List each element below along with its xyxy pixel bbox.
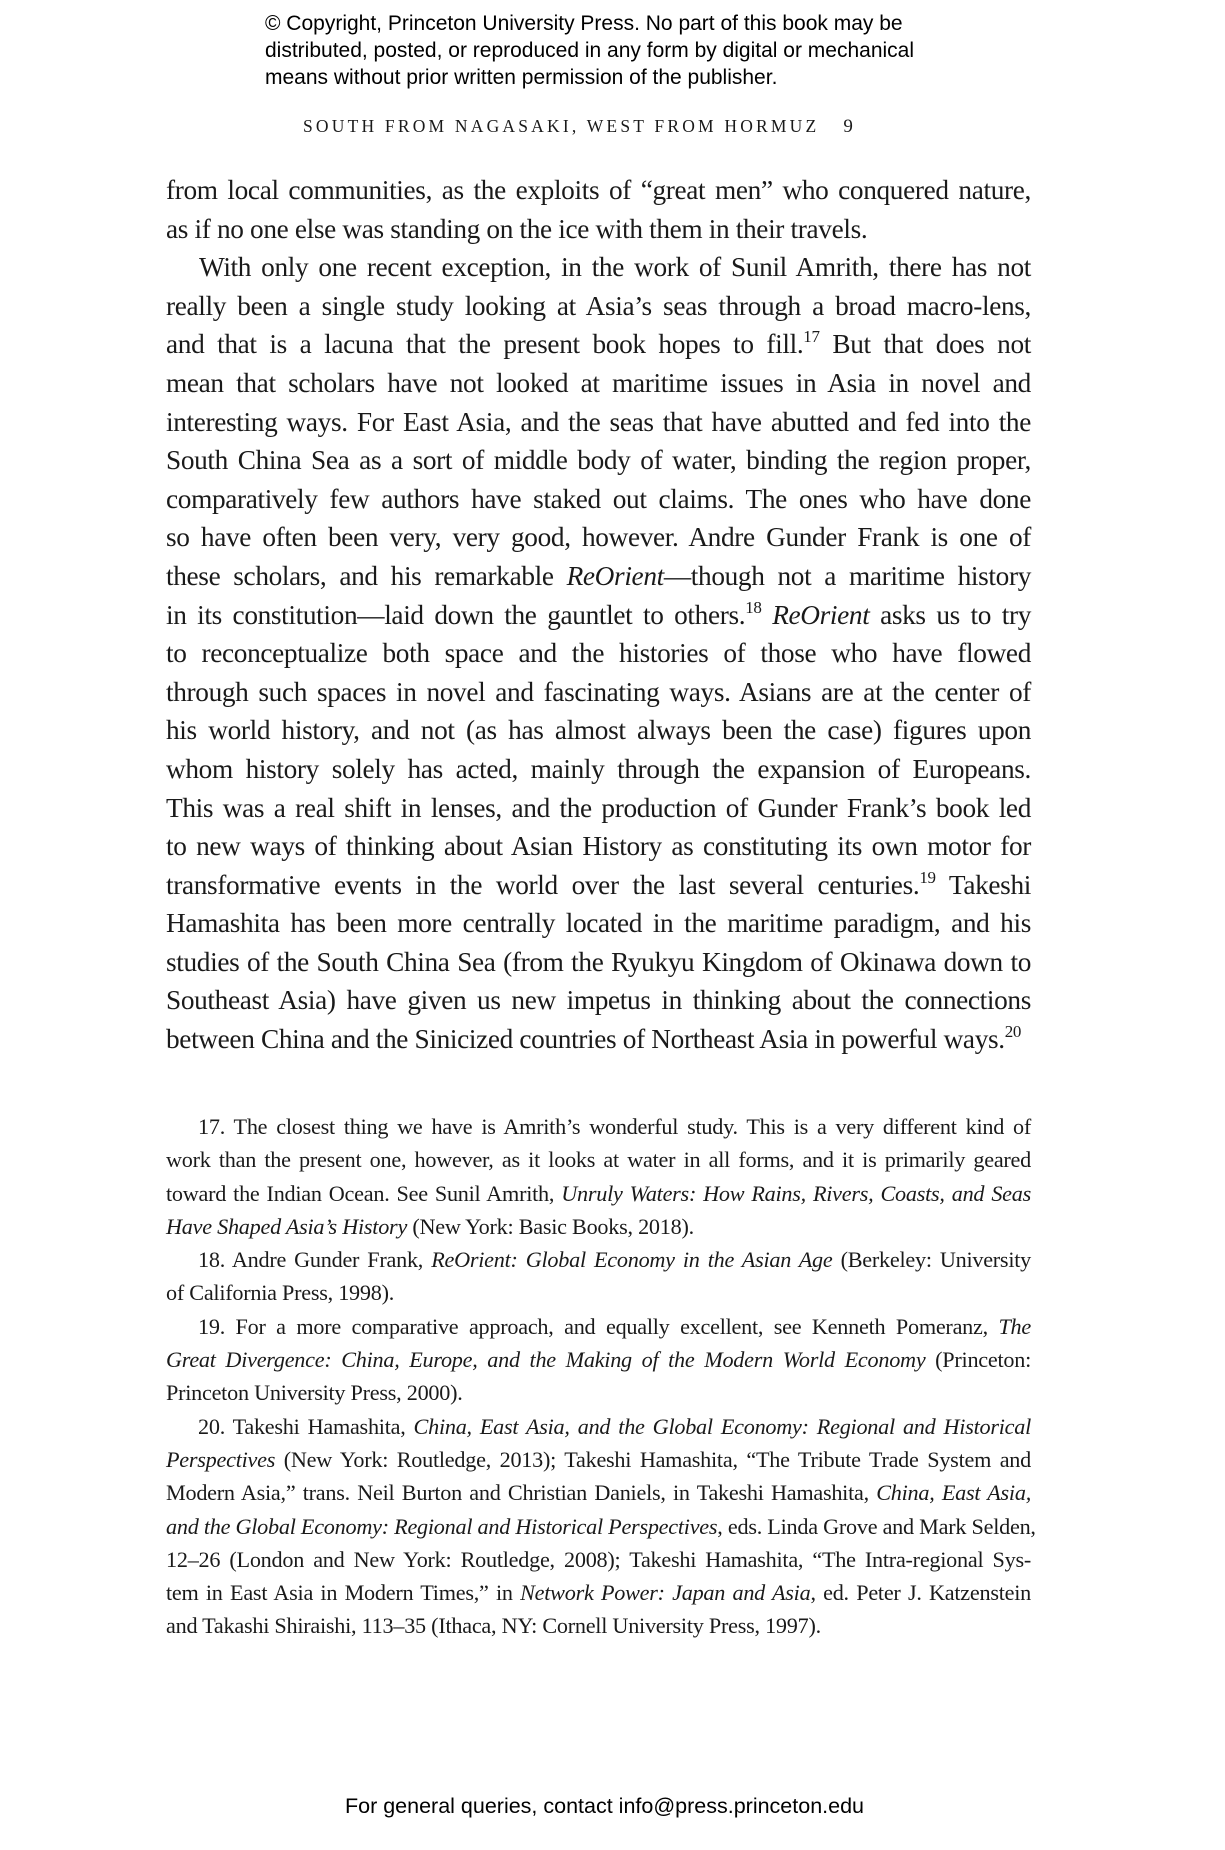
text-line: Hamashita has been more centrally located in the maritime paradigm, and his <box>166 908 1031 939</box>
text-run: (New York: Routledge, 2013); Takeshi Hamashita, “The Tribute Trade System and <box>275 1446 1031 1472</box>
book-title: ReOrient <box>566 560 664 591</box>
text-line: really been a single study looking at Asia’s seas through a broad macro-lens, <box>166 290 1031 321</box>
text-run: —though not a maritime history <box>663 560 1032 591</box>
running-head <box>303 116 853 138</box>
body-text <box>166 171 1031 1059</box>
page-number: 9 <box>843 116 853 137</box>
text-run: 20. Takeshi Hamashita, <box>198 1413 414 1439</box>
book-title: and the Global Economy: Regional and Historical Perspectives <box>166 1513 718 1539</box>
text-line: to reconceptualize both space and the histories of those who have flowed <box>166 638 1031 669</box>
text-line: through such spaces in novel and fascinating ways. Asians are at the center of <box>166 676 1031 707</box>
footnote-line <box>166 1410 1031 1443</box>
text-run: Modern Asia,” trans. Neil Burton and Christian Daniels, in Takeshi Hamashita, <box>166 1480 877 1506</box>
copyright-line: distributed, posted, or reproduced in any form by digital or mechanical <box>265 39 915 62</box>
footnotes <box>166 1110 1036 1643</box>
book-title: Perspectives <box>166 1446 276 1472</box>
book-title: ReOrient <box>772 599 870 630</box>
footnote-line <box>166 1443 1031 1476</box>
book-title: China, East Asia, and the Global Economy: Regional and Historical <box>413 1413 1031 1439</box>
book-title: The <box>998 1313 1031 1339</box>
text-line <box>166 596 1031 635</box>
copyright-notice <box>265 10 1025 91</box>
footnote-line <box>166 1243 1031 1276</box>
copyright-line: means without prior written permission of the publisher. <box>265 66 778 89</box>
text-line: interesting ways. For East Asia, and the seas that have abutted and fed into the <box>166 406 1031 437</box>
text-run: between China and the Sinicized countries of Northeast Asia in powerful ways. <box>166 1024 1005 1055</box>
text-run: , eds. Linda Grove and Mark Selden, <box>717 1513 1036 1539</box>
text-run: transformative events in the world over the last several centuries. <box>166 869 920 900</box>
footnote-line: of California Press, 1998). <box>166 1280 395 1306</box>
text-line: his world history, and not (as has almost always been the case) figures upon <box>166 715 1031 746</box>
footnote-line <box>166 1510 1036 1543</box>
text-run: tem in East Asia in Modern Times,” in <box>166 1580 521 1606</box>
footnote-line: and Takashi Shiraishi, 113–35 (Ithaca, NY: Cornell University Press, 1997). <box>166 1613 821 1639</box>
footnote-line: work than the present one, however, as it looks at water in all forms, and it is primarily geared <box>166 1147 1031 1173</box>
copyright-line: © Copyright, Princeton University Press. No part of this book may be <box>265 12 903 35</box>
footnote-line: Princeton University Press, 2000). <box>166 1380 463 1406</box>
footnote-ref-20[interactable]: 20 <box>1004 1022 1022 1042</box>
running-title: SOUTH FROM NAGASAKI, WEST FROM HORMUZ <box>303 116 820 136</box>
text-run: and that is a lacuna that the present book hopes to fill. <box>166 329 804 360</box>
text-line: comparatively few authors have staked out claims. The ones who have done <box>166 483 1031 514</box>
footnote-ref-17[interactable]: 17 <box>803 327 820 347</box>
footnote-line <box>166 1177 1031 1210</box>
footnote-line <box>166 1343 1031 1376</box>
book-title: Have Shaped Asia’s History <box>166 1213 408 1239</box>
footnote-ref-18[interactable]: 18 <box>745 597 762 617</box>
text-line: from local communities, as the exploits of “great men” who conquered nature, <box>166 175 1031 205</box>
text-run: , ed. Peter J. Katzenstein <box>810 1580 1031 1606</box>
text-line <box>166 557 1031 596</box>
text-run: (Berkeley: University <box>832 1247 1031 1273</box>
footnote-line: 12–26 (London and New York: Routledge, 2008); Takeshi Hamashita, “The Intra-regional Sys- <box>166 1546 1031 1572</box>
text-run: toward the Indian Ocean. See Sunil Amrith, <box>166 1180 562 1206</box>
text-run: But that does not <box>819 329 1031 360</box>
text-line: as if no one else was standing on the ice with them in their travels. <box>166 213 868 244</box>
book-title: Network Power: Japan and Asia <box>520 1580 811 1606</box>
text-run: 19. For a more comparative approach, and equally excellent, see Kenneth Pomeranz, <box>198 1313 999 1339</box>
text-run: these scholars, and his remarkable <box>166 560 567 591</box>
book-title: Great Divergence: China, Europe, and the Making of the Modern World Economy <box>166 1347 926 1373</box>
text-line: whom history solely has acted, mainly through the expansion of Europeans. <box>166 753 1031 784</box>
text-line <box>166 1020 1031 1059</box>
book-title: ReOrient: Global Economy in the Asian Age <box>431 1247 833 1273</box>
text-line: With only one recent exception, in the work of Sunil Amrith, there has not <box>199 252 1031 283</box>
text-line: so have often been very, very good, however. Andre Gunder Frank is one of <box>166 522 1031 553</box>
text-line: to new ways of thinking about Asian History as constituting its own motor for <box>166 831 1031 862</box>
contact-footer: For general queries, contact info@press.princeton.edu <box>345 1794 865 1818</box>
text-run: asks us to try <box>869 599 1031 630</box>
text-run: (Princeton: <box>925 1347 1031 1373</box>
footnote-ref-19[interactable]: 19 <box>919 867 936 887</box>
footnote-line <box>166 1576 1031 1609</box>
footnote-line: 17. The closest thing we have is Amrith’s wonderful study. This is a very different kind of <box>198 1114 1031 1139</box>
text-line: South China Sea as a sort of middle body of water, binding the region proper, <box>166 445 1031 476</box>
text-run: 18. Andre Gunder Frank, <box>198 1247 432 1273</box>
text-run: in its constitution—laid down the gauntlet to others. <box>166 599 746 630</box>
book-title: Unruly Waters: How Rains, Rivers, Coasts, and Seas <box>561 1180 1031 1206</box>
text-line: Southeast Asia) have given us new impetus in thinking about the connections <box>166 985 1031 1016</box>
text-run: (New York: Basic Books, 2018). <box>407 1213 694 1239</box>
text-run: Takeshi <box>935 869 1031 900</box>
footnote-line <box>166 1210 1031 1243</box>
text-line: mean that scholars have not looked at maritime issues in Asia in novel and <box>166 367 1031 398</box>
footnote-line <box>166 1476 1031 1509</box>
text-line: This was a real shift in lenses, and the production of Gunder Frank’s book led <box>166 792 1031 823</box>
book-title: China, East Asia, <box>876 1480 1031 1506</box>
footnote-line <box>166 1310 1031 1343</box>
text-line: studies of the South China Sea (from the Ryukyu Kingdom of Okinawa down to <box>166 946 1031 977</box>
text-line <box>166 866 1031 905</box>
text-line <box>166 325 1031 364</box>
